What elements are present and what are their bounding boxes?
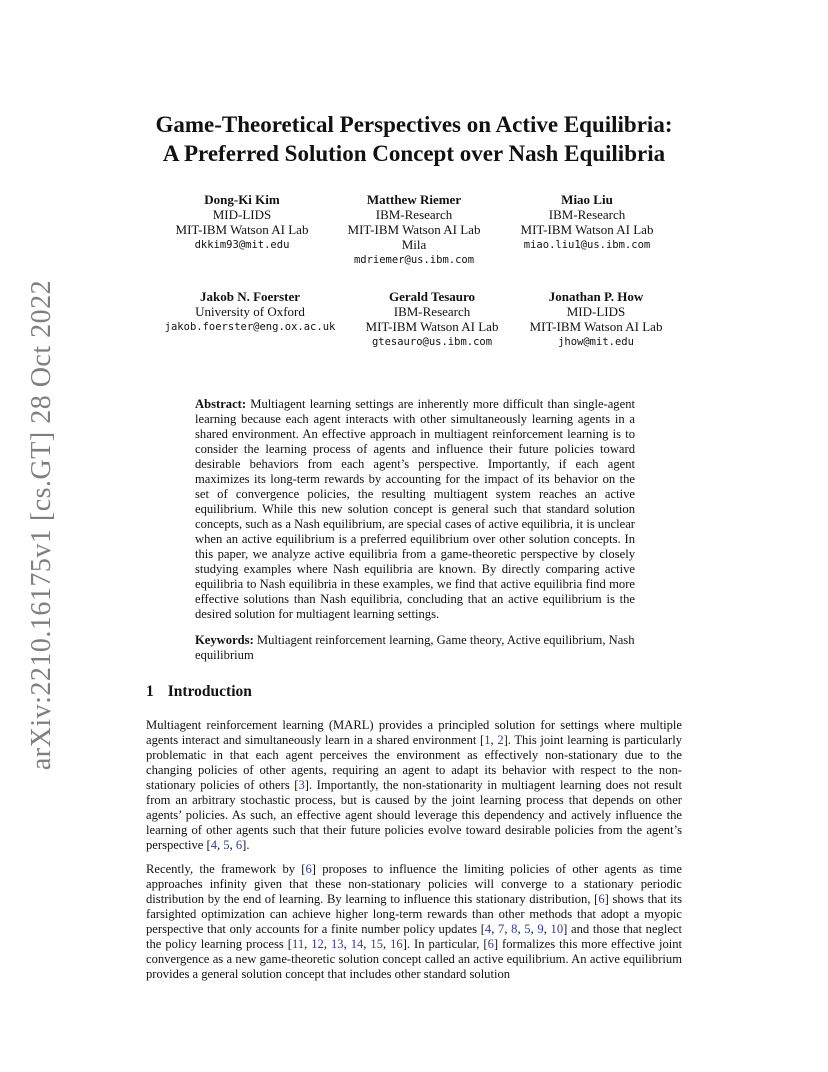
author-email[interactable]: jakob.foerster@eng.ox.ac.uk <box>164 321 336 333</box>
abstract <box>195 397 635 622</box>
title-line-2: A Preferred Solution Concept over Nash Equilibria <box>162 141 666 166</box>
paragraph-text: , <box>229 838 236 852</box>
paragraph-text: , <box>323 937 331 951</box>
author-name: Jakob N. Foerster <box>199 289 300 304</box>
keywords-text: Multiagent reinforcement learning, Game theory, Active equilibrium, Nash equilibrium <box>195 633 635 662</box>
author-email[interactable]: miao.liu1@us.ibm.com <box>523 239 651 251</box>
citation-link[interactable]: 8 <box>511 922 518 936</box>
citation-link[interactable]: 6 <box>598 892 605 906</box>
paragraph-text: Multiagent reinforcement learning (MARL) provides a principled solution for settings where multiple agents interact and simultaneously learn in a shared environment [ <box>146 718 682 747</box>
citation-link[interactable]: 7 <box>498 922 505 936</box>
paragraph-text: ] proposes to influence the limiting policies of other agents as time approaches infinity given that these non-stationary policies will converge to a stationary periodic distribution by the end of learning. By learning to influence this stationary distribution, [ <box>146 862 682 906</box>
author-block <box>160 289 340 335</box>
citation-link[interactable]: 5 <box>524 922 531 936</box>
author-name: Gerald Tesauro <box>388 289 476 304</box>
citation-link[interactable]: 2 <box>497 733 504 747</box>
section-number: 1 <box>146 683 154 700</box>
author-affiliation: IBM-Research <box>375 207 453 222</box>
author-affiliation: MID-LIDS <box>212 207 272 222</box>
intro-paragraph-2 <box>146 862 682 982</box>
author-email[interactable]: gtesauro@us.ibm.com <box>371 336 493 348</box>
author-affiliation: MID-LIDS <box>566 304 626 319</box>
author-affiliation: MIT-IBM Watson AI Lab <box>365 319 499 334</box>
citation-link[interactable]: 6 <box>487 937 494 951</box>
citation-link[interactable]: 4 <box>210 838 217 852</box>
citation-link[interactable]: 15 <box>370 937 383 951</box>
paragraph-text: , <box>383 937 391 951</box>
citation-link[interactable]: 1 <box>484 733 491 747</box>
citation-link[interactable]: 5 <box>223 838 230 852</box>
paragraph-text: , <box>490 733 498 747</box>
citation-link[interactable]: 9 <box>537 922 544 936</box>
citation-link[interactable]: 6 <box>305 862 312 876</box>
paragraph-text: , <box>530 922 538 936</box>
citation-link[interactable]: 11 <box>291 937 305 951</box>
arxiv-identifier-text: arXiv:2210.16175v1 [cs.GT] 28 Oct 2022 <box>26 279 58 771</box>
intro-paragraph-1 <box>146 718 682 853</box>
section-title: Introduction <box>167 683 252 700</box>
paragraph-text: , <box>216 838 224 852</box>
paragraph-text: ] and those that neglect the policy learning process [ <box>146 922 683 951</box>
citation-link[interactable]: 14 <box>350 937 364 951</box>
paragraph-text: , <box>491 922 499 936</box>
section-heading <box>146 683 252 701</box>
author-affiliation: IBM-Research <box>393 304 471 319</box>
paragraph-text: , <box>304 937 312 951</box>
author-affiliation: MIT-IBM Watson AI Lab <box>520 222 654 237</box>
citation-link[interactable]: 4 <box>484 922 492 936</box>
paper-title <box>100 110 728 168</box>
paragraph-text: , <box>517 922 525 936</box>
title-line-1: Game-Theoretical Perspectives on Active Equilibria: <box>155 112 673 137</box>
citation-link[interactable]: 13 <box>330 937 344 951</box>
paragraph-text: Recently, the framework by [ <box>146 862 306 876</box>
keywords <box>195 633 635 663</box>
paragraph-text: ]. <box>242 838 250 852</box>
author-affiliation: MIT-IBM Watson AI Lab <box>347 222 481 237</box>
author-email[interactable]: mdriemer@us.ibm.com <box>353 254 475 266</box>
author-block <box>340 192 488 268</box>
keywords-label: Keywords: <box>195 633 254 647</box>
paragraph-text: , <box>504 922 512 936</box>
author-affiliation: MIT-IBM Watson AI Lab <box>529 319 663 334</box>
paragraph-text: ]. In particular, [ <box>402 937 488 951</box>
paragraph-text: ] formalizes this more effective joint convergence as a new game-theoretic solution concept called an active equilibrium. An active equilibrium provides a general solution concept that includes other standard solution <box>146 937 683 981</box>
author-affiliation: Mila <box>401 237 427 252</box>
arxiv-identifier-stamp <box>20 279 64 771</box>
paragraph-text: , <box>543 922 551 936</box>
abstract-label: Abstract: <box>195 397 247 411</box>
author-name: Miao Liu <box>561 192 613 207</box>
author-block <box>358 289 506 350</box>
citation-link[interactable]: 16 <box>390 937 403 951</box>
paragraph-text: , <box>363 937 371 951</box>
author-affiliation: University of Oxford <box>195 304 305 319</box>
author-block <box>522 289 670 350</box>
citation-link[interactable]: 6 <box>235 838 243 852</box>
paragraph-text: ] shows that its farsighted optimization can achieve higher long-term rewards than other methods that adopt a myopic perspective that only accounts for a finite number policy updates [ <box>146 892 682 936</box>
citation-link[interactable]: 10 <box>550 922 564 936</box>
author-name: Dong-Ki Kim <box>204 192 280 207</box>
citation-link[interactable]: 3 <box>298 778 305 792</box>
paragraph-text: ]. This joint learning is particularly problematic in that each agent perceives the environment as effectively non-stationary due to the changing policies of other agents, requiring an agent to adapt its behavior with respect to the non-stationary policies of others [ <box>146 733 683 792</box>
author-affiliation: IBM-Research <box>548 207 626 222</box>
author-email[interactable]: dkkim93@mit.edu <box>194 239 290 251</box>
paragraph-text: ]. Importantly, the non-stationarity in multiagent learning does not result from an arbitrary stochastic process, but is caused by the joint learning process that depends on other agents’ policies. As such, an effective agent should leverage this dependency and actively influence the learning of other agents such that their future policies evolve toward desirable policies from the agent’s perspective [ <box>146 778 683 852</box>
author-affiliation: MIT-IBM Watson AI Lab <box>175 222 309 237</box>
author-name: Matthew Riemer <box>366 192 462 207</box>
author-block <box>172 192 312 253</box>
citation-link[interactable]: 12 <box>311 937 324 951</box>
author-block <box>514 192 660 253</box>
abstract-text: Multiagent learning settings are inherently more difficult than single-agent learning because each agent interacts with other simultaneously learning agents in a shared environment. An effective approach in multiagent reinforcement learning is to consider the learning process of agents and influence their future policies toward desirable behaviors from each agent’s perspective. Importantly, if each agent maximizes its long-term rewards by accounting for the impact of its behavior on the set of convergence policies, the resulting multiagent system reaches an active equilibrium. While this new solution concept is general such that standard solution concepts, such as a Nash equilibrium, are special cases of active equilibria, it is unclear when an active equilibrium is a preferred equilibrium over other solution concepts. In this paper, we analyze active equilibria from a game-theoretic perspective by closely studying examples where Nash equilibria are known. By directly comparing active equilibria to Nash equilibria in these examples, we find that active equilibria find more effective solutions than Nash equilibria, concluding that an active equilibrium is the desired solution for multiagent learning settings. <box>195 397 635 621</box>
paragraph-text: , <box>343 937 351 951</box>
author-name: Jonathan P. How <box>548 289 644 304</box>
author-email[interactable]: jhow@mit.edu <box>558 336 634 348</box>
